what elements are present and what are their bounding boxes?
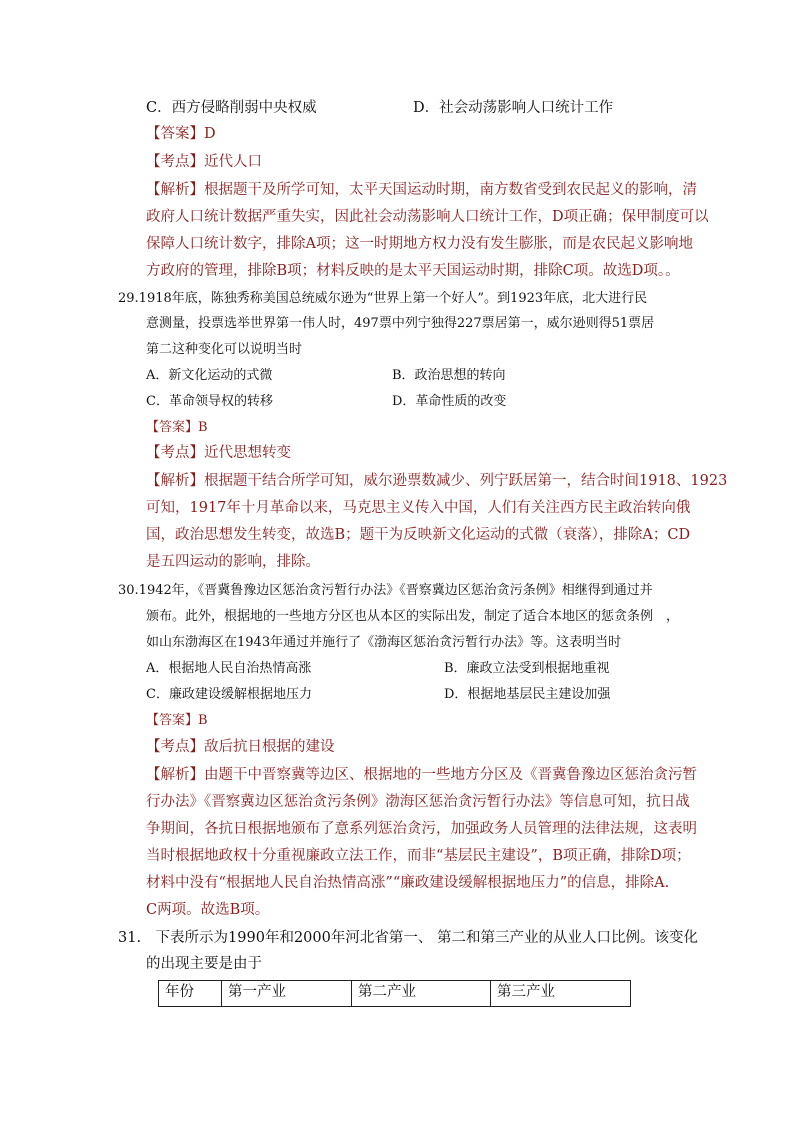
q30-option-c: C．廉政建设缓解根据地压力 bbox=[146, 687, 312, 702]
q29-stem-line-2: 意测量，投票选举世界第一伟人时，497票中列宁独得227票居第一，威尔逊则得51票居 bbox=[146, 316, 655, 331]
q31-stem-line-1: 31. 下表所示为1990年和2000年河北省第一、 第二和第三产业的从业人口比例。该变化 bbox=[118, 930, 698, 946]
point-value: 近代思想转变 bbox=[204, 445, 291, 461]
answer-tag: 【答案】 bbox=[146, 713, 199, 728]
q29-analysis-line-2: 可知，1917年十月革命以来，马克思主义传入中国，人们有关注西方民主政治转向俄 bbox=[146, 500, 691, 516]
q31-table bbox=[158, 980, 631, 1007]
answer-value: B bbox=[198, 420, 208, 435]
point-tag: 【考点】 bbox=[146, 739, 204, 755]
q29-answer bbox=[146, 416, 208, 435]
answer-value: D bbox=[204, 126, 216, 142]
q29-analysis-line-1 bbox=[146, 469, 727, 490]
q29-stem-line-1: 29.1918年底，陈独秀称美国总统威尔逊为“世界上第一个好人”。到1923年底，北大进行民 bbox=[118, 291, 648, 306]
answer-value: B bbox=[198, 713, 208, 728]
q30-option-b: B．廉政立法受到根据地重视 bbox=[444, 661, 610, 676]
analysis-text: 根据题干结合所学可知，威尔逊票数减少、列宁跃居第一，结合时间1918、1923 bbox=[204, 473, 728, 489]
q28-analysis-line-3: 保障人口统计数字，排除A项；这一时期地方权力没有发生膨胀，而是农民起义影响地 bbox=[146, 236, 693, 252]
q30-analysis-line-6: C两项。故选B项。 bbox=[146, 902, 270, 918]
table-header-cell: 第一产业 bbox=[222, 981, 352, 1007]
q30-analysis-line-4: 当时根据地政权十分重视廉政立法工作，而非“基层民主建设”，B项正确，排除D项； bbox=[146, 848, 691, 864]
analysis-text: 由题干中晋察冀等边区、根据地的一些地方分区及《晋冀鲁豫边区惩治贪污暂 bbox=[204, 767, 697, 783]
table-header-cell: 年份 bbox=[159, 981, 222, 1007]
point-value: 敌后抗日根据的建设 bbox=[204, 739, 335, 755]
table-header-cell: 第三产业 bbox=[491, 981, 631, 1007]
q28-analysis-line-2: 政府人口统计数据严重失实，因此社会动荡影响人口统计工作，D项正确；保甲制度可以 bbox=[146, 209, 709, 225]
q29-stem-line-3: 第二这种变化可以说明当时 bbox=[146, 342, 303, 357]
q28-option-d: D．社会动荡影响人口统计工作 bbox=[413, 100, 614, 116]
answer-tag: 【答案】 bbox=[146, 126, 204, 142]
q29-analysis-line-3: 国，政治思想发生转变，故选B；题干为反映新文化运动的式微（衰落），排除A；CD bbox=[146, 527, 691, 543]
q28-point bbox=[146, 150, 262, 171]
q30-analysis-line-3: 争期间，各抗日根据地颁布了意系列惩治贪污，加强政务人员管理的法律法规，这表明 bbox=[146, 821, 697, 837]
q29-analysis-line-4: 是五四运动的影响，排除。 bbox=[146, 554, 320, 570]
q30-analysis-line-1 bbox=[146, 763, 697, 784]
q29-option-d: D．革命性质的改变 bbox=[392, 394, 507, 409]
q29-option-a: A．新文化运动的式微 bbox=[146, 368, 273, 383]
q28-answer bbox=[146, 122, 216, 143]
q30-option-a: A．根据地人民自治热情高涨 bbox=[146, 661, 312, 676]
q30-analysis-line-2: 行办法》《晋察冀边区惩治贪污条例》渤海区惩治贪污暂行办法》等信息可知，抗日战 bbox=[146, 794, 690, 810]
q30-answer bbox=[146, 709, 208, 728]
q30-option-d: D．根据地基层民主建设加强 bbox=[444, 687, 611, 702]
analysis-tag: 【解析】 bbox=[146, 473, 204, 489]
q29-point bbox=[146, 441, 291, 462]
q30-point bbox=[146, 735, 335, 756]
q30-stem-line-2: 颁布。此外，根据地的一些地方分区也从本区的实际出发，制定了适合本地区的惩贪条例 ， bbox=[146, 609, 680, 624]
q28-analysis-line-4: 方政府的管理，排除B项；材料反映的是太平天国运动时期，排除C项。故选D项。。 bbox=[146, 263, 680, 279]
analysis-tag: 【解析】 bbox=[146, 182, 204, 198]
q30-analysis-line-5: 材料中没有“根据地人民自治热情高涨”“廉政建设缓解根据地压力”的信息，排除A. bbox=[146, 875, 670, 891]
q28-analysis-line-1 bbox=[146, 178, 697, 199]
table-header-cell: 第二产业 bbox=[352, 981, 491, 1007]
q28-option-c: C．西方侵略削弱中央权威 bbox=[146, 100, 317, 116]
analysis-tag: 【解析】 bbox=[146, 767, 204, 783]
point-value: 近代人口 bbox=[204, 154, 262, 170]
q29-option-b: B．政治思想的转向 bbox=[392, 368, 506, 383]
point-tag: 【考点】 bbox=[146, 154, 204, 170]
table-header-row bbox=[159, 981, 631, 1007]
q31-stem-line-2: 的出现主要是由于 bbox=[146, 956, 262, 972]
q30-stem-line-1: 30.1942年，《晋冀鲁豫边区惩治贪污暂行办法》《晋察冀边区惩治贪污条例》相继得到通过并 bbox=[118, 583, 653, 598]
analysis-text: 根据题干及所学可知，太平天国运动时期，南方数省受到农民起义的影响，清 bbox=[204, 182, 697, 198]
q30-stem-line-3: 如山东渤海区在1943年通过并施行了《渤海区惩治贪污暂行办法》等。这表明当时 bbox=[146, 635, 622, 650]
q29-option-c: C．革命领导权的转移 bbox=[146, 394, 273, 409]
point-tag: 【考点】 bbox=[146, 445, 204, 461]
answer-tag: 【答案】 bbox=[146, 420, 199, 435]
